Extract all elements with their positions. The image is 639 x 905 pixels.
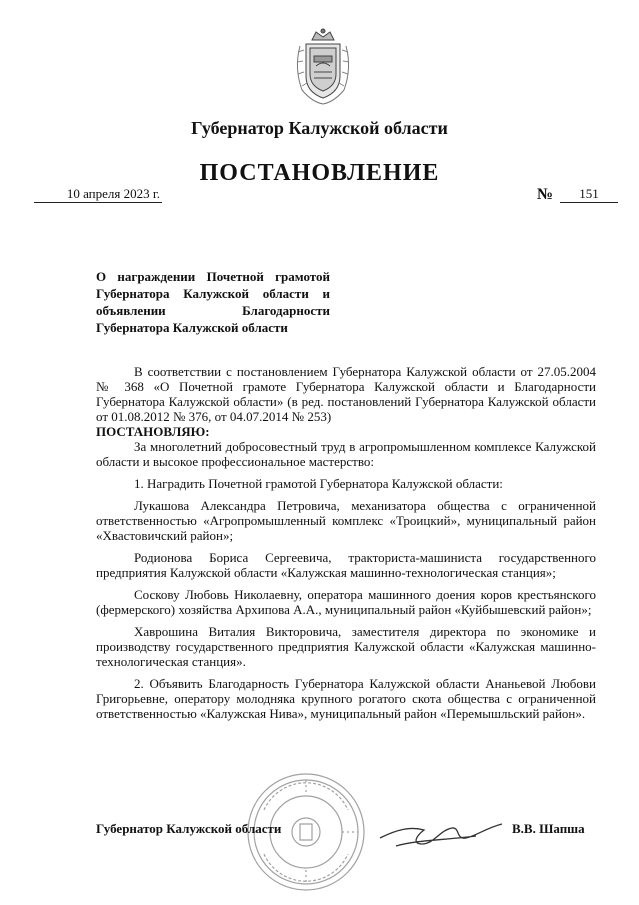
awardee-paragraph: Лукашова Александра Петровича, механизатора общества с ограниченной ответственностью «Агропромышленный комплекс «Троицкий», муниципальный район «Хвастовичский район»; [96,498,596,543]
preamble-text: В соответствии с постановлением Губернатора Калужской области от 27.05.2004 № 368 «О Почетной грамоте Губернатора Калужской области и Благодарности Губернатора Калужской области» (в ред. постановлений Губернатора Калужской области от 01.08.2012 № 376, от 04.07.2014 № 253) [96,364,596,424]
number-sign: № [537,186,554,203]
item-1-paragraph: 1. Наградить Почетной грамотой Губернатора Калужской области: [134,476,503,491]
document-type: ПОСТАНОВЛЕНИЕ [199,160,440,186]
document-subject: О награждении Почетной грамотой Губернатора Калужской области и объявлении Благодарности Губернатора Калужской области [96,269,330,335]
item-2-paragraph: 2. Объявить Благодарность Губернатора Калужской области Ананьевой Любови Григорьевне, оператору молодняка крупного рогатого скота общества с ограниченной ответственностью «Калужская Нива», муниципальный район «Перемышльский район». [96,676,596,721]
awardee-paragraph: Хаврошина Виталия Викторовича, заместителя директора по экономике и производству государственного предприятия Калужской области «Калужская машинно-технологическая станция». [96,624,596,669]
authority-title: Губернатор Калужской области [191,118,448,138]
handwritten-signature-icon [376,800,506,860]
resolve-paragraph [96,424,596,439]
reason-paragraph: За многолетний добросовестный труд в агропромышленном комплексе Калужской области и высокое профессиональное мастерство: [96,439,596,469]
awardee-paragraph: Родионова Бориса Сергеевича, тракториста-машиниста государственного предприятия Калужской области «Калужская машинно-технологическая станция»; [96,550,596,580]
document-body [96,364,596,721]
resolve-word: ПОСТАНОВЛЯЮ: [96,424,210,439]
signature-title: Губернатор Калужской области [96,821,282,836]
signature-name: В.В. Шапша [512,821,585,836]
preamble-paragraph [96,364,596,424]
awardee-paragraph: Соскову Любовь Николаевну, оператора машинного доения коров крестьянского (фермерского) хозяйства Архипова А.А., муниципальный район «Куйбышевский район»; [96,587,596,617]
document-date: 10 апреля 2023 г. [34,186,162,203]
coat-of-arms-icon [292,28,354,106]
document-number: 151 [560,186,618,203]
